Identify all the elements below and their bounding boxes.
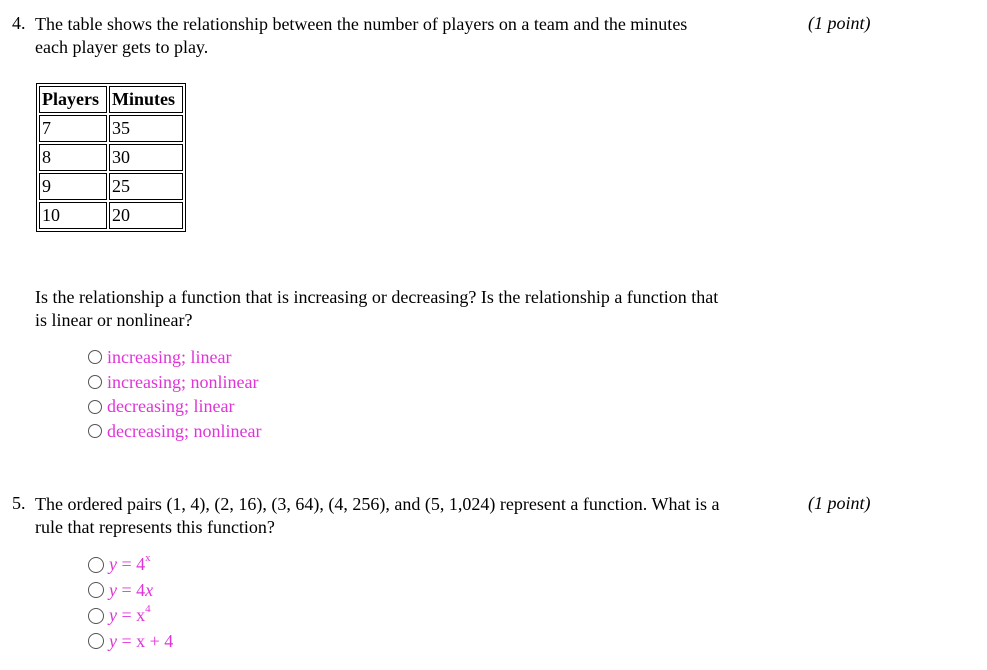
question-5-line-1: The ordered pairs (1, 4), (2, 16), (3, 64), (4, 256), and (5, 1,024) represent a function. What is a bbox=[35, 494, 720, 514]
math-rhs: x + 4 bbox=[136, 630, 174, 651]
math-lhs: y bbox=[109, 579, 117, 600]
math-lhs: y bbox=[109, 554, 117, 575]
choice-label[interactable]: increasing; nonlinear bbox=[107, 371, 259, 392]
radio-button[interactable] bbox=[88, 375, 102, 389]
question-5-text bbox=[35, 493, 795, 539]
table-row bbox=[39, 173, 183, 200]
choice-math[interactable] bbox=[109, 605, 151, 626]
choice-math[interactable] bbox=[109, 631, 173, 652]
radio-button[interactable] bbox=[88, 557, 104, 573]
radio-button[interactable] bbox=[88, 350, 102, 364]
question-5-number: 5. bbox=[12, 493, 26, 513]
question-4-choices bbox=[88, 345, 261, 444]
table-header-players: Players bbox=[39, 86, 107, 113]
table-cell: 25 bbox=[109, 173, 183, 200]
radio-button[interactable] bbox=[88, 608, 104, 624]
q5-choice-y-equals-x-plus-4[interactable] bbox=[88, 629, 173, 655]
radio-button[interactable] bbox=[88, 424, 102, 438]
question-4-prompt-line-1: Is the relationship a function that is increasing or decreasing? Is the relationship a function that bbox=[35, 287, 719, 307]
choice-label[interactable]: increasing; linear bbox=[107, 346, 232, 367]
math-exponent: x bbox=[145, 552, 151, 565]
table-row bbox=[39, 115, 183, 142]
math-rhs: x bbox=[136, 605, 146, 626]
q4-choice-increasing-linear[interactable] bbox=[88, 345, 261, 370]
math-lhs: y bbox=[109, 605, 117, 626]
table-row bbox=[39, 144, 183, 171]
table-cell: 20 bbox=[109, 202, 183, 229]
question-5-choices bbox=[88, 552, 173, 654]
question-4-text bbox=[35, 13, 795, 59]
choice-label[interactable]: decreasing; linear bbox=[107, 396, 235, 417]
table-cell: 8 bbox=[39, 144, 107, 171]
math-eq: = bbox=[117, 579, 137, 600]
table-cell: 7 bbox=[39, 115, 107, 142]
math-eq: = bbox=[117, 630, 137, 651]
question-4-points: (1 point) bbox=[808, 13, 871, 33]
math-var: x bbox=[145, 579, 154, 600]
table-row bbox=[39, 202, 183, 229]
math-exponent: 4 bbox=[145, 603, 151, 616]
math-lhs: y bbox=[109, 630, 117, 651]
q5-choice-y-equals-4x[interactable] bbox=[88, 578, 173, 604]
question-4-prompt-line-2: is linear or nonlinear? bbox=[35, 310, 193, 330]
choice-math[interactable] bbox=[109, 554, 151, 575]
table-cell: 30 bbox=[109, 144, 183, 171]
choice-label[interactable]: decreasing; nonlinear bbox=[107, 420, 262, 441]
table-header-row bbox=[39, 86, 183, 113]
q4-choice-decreasing-nonlinear[interactable] bbox=[88, 419, 261, 444]
radio-button[interactable] bbox=[88, 633, 104, 649]
question-4-prompt bbox=[35, 286, 795, 332]
math-eq: = bbox=[117, 554, 137, 575]
question-4-line-2: each player gets to play. bbox=[35, 37, 209, 57]
q5-choice-y-equals-x-to-4[interactable] bbox=[88, 603, 173, 629]
question-4-line-1: The table shows the relationship between the number of players on a team and the minutes bbox=[35, 14, 688, 34]
table-cell: 9 bbox=[39, 173, 107, 200]
question-5-points: (1 point) bbox=[808, 493, 871, 513]
q5-choice-y-equals-4-to-x[interactable] bbox=[88, 552, 173, 578]
choice-math[interactable] bbox=[109, 580, 153, 601]
math-rhs: 4 bbox=[136, 554, 146, 575]
radio-button[interactable] bbox=[88, 582, 104, 598]
table-cell: 35 bbox=[109, 115, 183, 142]
table-cell: 10 bbox=[39, 202, 107, 229]
math-rhs: 4 bbox=[136, 579, 146, 600]
table-header-minutes: Minutes bbox=[109, 86, 183, 113]
q4-choice-increasing-nonlinear[interactable] bbox=[88, 370, 261, 395]
radio-button[interactable] bbox=[88, 400, 102, 414]
players-minutes-table bbox=[36, 83, 186, 232]
question-5-line-2: rule that represents this function? bbox=[35, 517, 275, 537]
q4-choice-decreasing-linear[interactable] bbox=[88, 394, 261, 419]
math-eq: = bbox=[117, 605, 137, 626]
question-4-number: 4. bbox=[12, 13, 26, 33]
